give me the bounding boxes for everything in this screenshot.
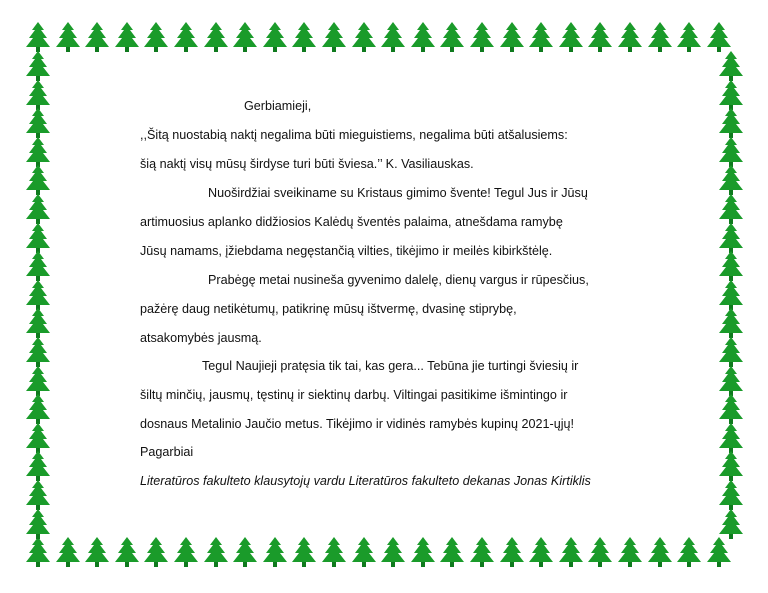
greeting: Gerbiamieji,	[244, 99, 312, 113]
quote-line-1: ,,Šitą nuostabią naktį negalima būti mieguistiems, negalima būti atšalusiems:	[140, 128, 568, 142]
quote-line-2: šią naktį visų mūsų širdyse turi būti šviesa.’’ K. Vasiliauskas.	[140, 157, 474, 171]
paragraph-2-line-3: atsakomybės jausmą.	[140, 331, 262, 345]
paragraph-2-line-2: pažėrę daug netikėtumų, patikrinę mūsų ištvermę, dvasinę stiprybę,	[140, 302, 517, 316]
paragraph-2-line-1: Prabėgę metai nusineša gyvenimo dalelę, dienų vargus ir rūpesčius,	[208, 273, 589, 287]
paragraph-1-line-3: Jūsų namams, įžiebdama negęstančią vilties, tikėjimo ir meilės kibirkštėlę.	[140, 244, 553, 258]
paragraph-3-line-3: dosnaus Metalinio Jaučio metus. Tikėjimo ir vidinės ramybės kupinų 2021-ųjų!	[140, 417, 574, 431]
paragraph-1-line-1: Nuoširdžiai sveikiname su Kristaus gimimo švente! Tegul Jus ir Jūsų	[208, 186, 588, 200]
paragraph-1-line-2: artimuosius aplanko didžiosios Kalėdų šventės palaima, atnešdama ramybę	[140, 215, 563, 229]
signature: Literatūros fakulteto klausytojų vardu Literatūros fakulteto dekanas Jonas Kirtiklis	[140, 474, 591, 488]
paragraph-3-line-1: Tegul Naujieji pratęsia tik tai, kas gera... Tebūna jie turtingi šviesių ir	[202, 359, 579, 373]
closing: Pagarbiai	[140, 445, 194, 459]
paragraph-3-line-2: šiltų minčių, jausmų, tęstinų ir siektinų darbų. Viltingai pasitikime išmintingo ir	[140, 388, 568, 402]
